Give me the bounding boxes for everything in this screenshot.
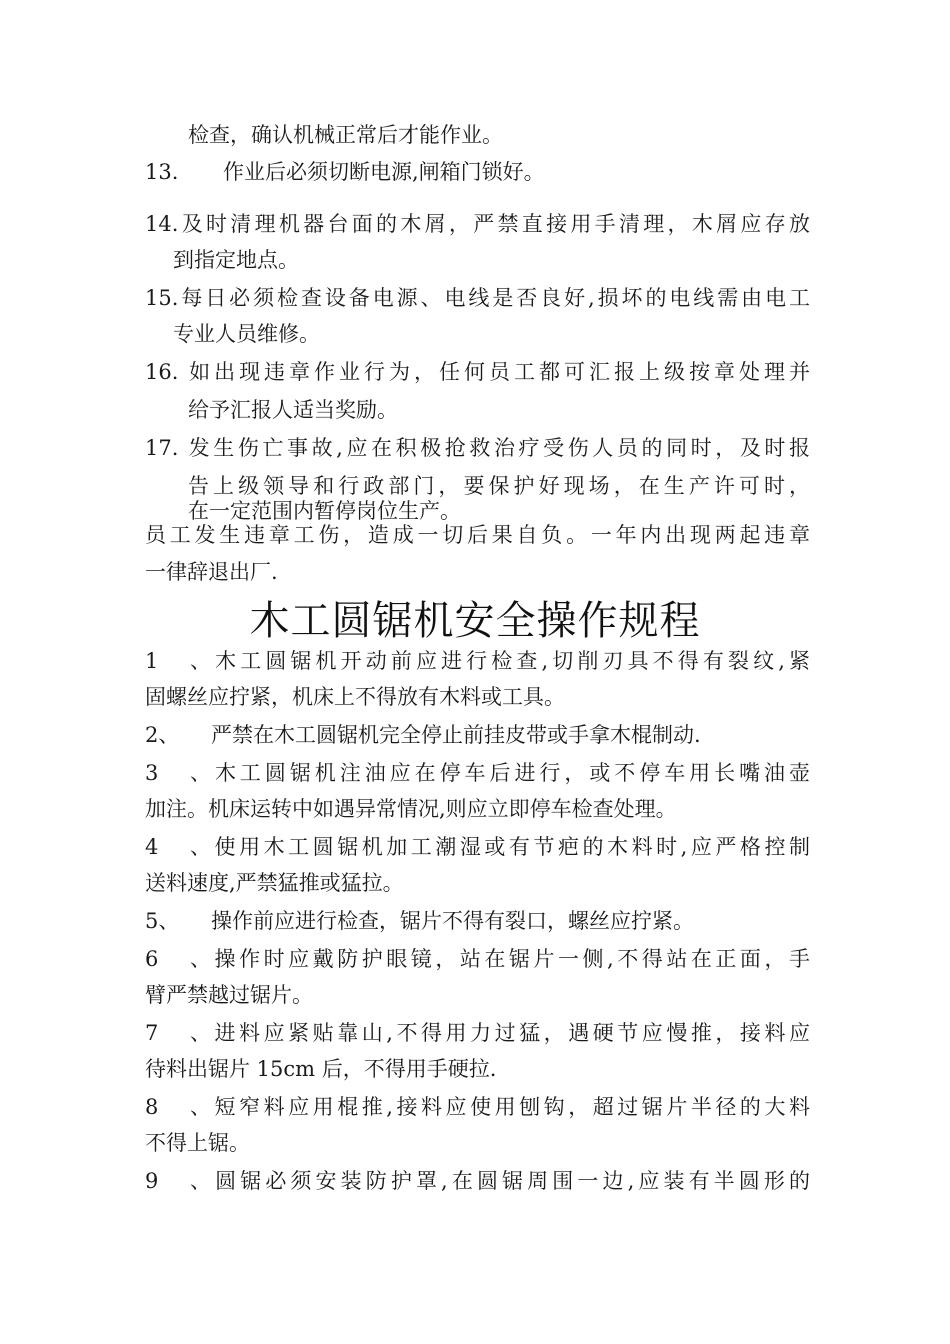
rule-5-number: 5、 xyxy=(145,909,180,933)
rule-6-number: 6、 xyxy=(145,947,211,971)
item-13 xyxy=(145,158,810,186)
item-15-line-2: 专业人员维修。 xyxy=(173,322,320,346)
section-title: 木工圆锯机安全操作规程 xyxy=(249,598,701,644)
rule-9-number: 9、 xyxy=(145,1169,211,1193)
rule-3-number: 3、 xyxy=(145,761,211,785)
rule-8-text: 短窄料应用棍推,接料应使用刨钩，超过锯片半径的大料 xyxy=(211,1095,810,1119)
item-14-line-1: 14.及时清理机器台面的木屑，严禁直接用手清理，木屑应存放 xyxy=(145,212,810,236)
rule-6-line-1 xyxy=(145,945,810,973)
item-17-line-3: 在一定范围内暂停岗位生产。 xyxy=(188,499,461,523)
item-13-number: 13. xyxy=(145,160,179,184)
rule-1-line-1 xyxy=(145,647,810,675)
rule-1-number: 1、 xyxy=(145,649,211,673)
rule-9-line-1 xyxy=(145,1167,810,1195)
rule-5-text: 操作前应进行检查，锯片不得有裂口，螺丝应拧紧。 xyxy=(211,909,694,933)
rule-2-number: 2、 xyxy=(145,723,180,747)
rule-1-line-2: 固螺丝应拧紧，机床上不得放有木料或工具。 xyxy=(145,685,565,709)
item-13-text: 作业后必须切断电源,闸箱门锁好。 xyxy=(223,160,545,184)
rule-7-text: 进料应紧贴靠山,不得用力过猛，遇硬节应慢推，接料应 xyxy=(211,1021,810,1045)
rule-4-text: 使用木工圆锯机加工潮湿或有节疤的木料时,应严格控制 xyxy=(211,835,810,859)
rule-3-line-1 xyxy=(145,759,810,787)
rule-7-line-1 xyxy=(145,1019,810,1047)
item-17-line-2: 告上级领导和行政部门，要保护好现场，在生产许可时， xyxy=(188,474,810,498)
rule-1-text: 木工圆锯机开动前应进行检查,切削刃具不得有裂纹,紧 xyxy=(211,649,810,673)
rule-8-number: 8、 xyxy=(145,1095,211,1119)
rule-7-number: 7、 xyxy=(145,1021,211,1045)
rule-5-line-1 xyxy=(145,907,810,935)
rule-3-line-2: 加注。机床运转中如遇异常情况,则应立即停车检查处理。 xyxy=(145,797,677,821)
rule-4-line-1 xyxy=(145,833,810,861)
rule-8-line-1 xyxy=(145,1093,810,1121)
rule-6-line-2: 臂严禁越过锯片。 xyxy=(145,983,313,1007)
rule-7-line-2: 待料出锯片 15cm 后，不得用手硬拉. xyxy=(145,1057,497,1081)
rule-2-line-1 xyxy=(145,721,810,749)
rule-4-line-2: 送料速度,严禁猛推或猛拉。 xyxy=(145,871,404,895)
rule-2-text: 严禁在木工圆锯机完全停止前挂皮带或手拿木棍制动. xyxy=(211,723,701,747)
item12-continuation: 检查，确认机械正常后才能作业。 xyxy=(188,123,503,147)
rule-9-text: 圆锯必须安装防护罩,在圆锯周围一边,应装有半圆形的 xyxy=(211,1169,810,1193)
footer-note-line-1: 员工发生违章工伤，造成一切后果自负。一年内出现两起违章 xyxy=(145,523,810,547)
rule-6-text: 操作时应戴防护眼镜，站在锯片一侧,不得站在正面，手 xyxy=(211,947,810,971)
item-14-line-2: 到指定地点。 xyxy=(173,248,299,272)
footer-note-line-2: 一律辞退出厂. xyxy=(145,560,278,584)
item-15-line-1: 15.每日必须检查设备电源、电线是否良好,损坏的电线需由电工 xyxy=(145,286,810,310)
rule-4-number: 4、 xyxy=(145,835,211,859)
rule-8-line-2: 不得上锯。 xyxy=(145,1131,250,1155)
item-17-line-1: 17. 发生伤亡事故,应在积极抢救治疗受伤人员的同时，及时报 xyxy=(145,436,810,460)
rule-3-text: 木工圆锯机注油应在停车后进行，或不停车用长嘴油壶 xyxy=(211,761,810,785)
item-16-line-1: 16. 如出现违章作业行为，任何员工都可汇报上级按章处理并 xyxy=(145,360,810,384)
item-16-line-2: 给予汇报人适当奖励。 xyxy=(188,398,398,422)
